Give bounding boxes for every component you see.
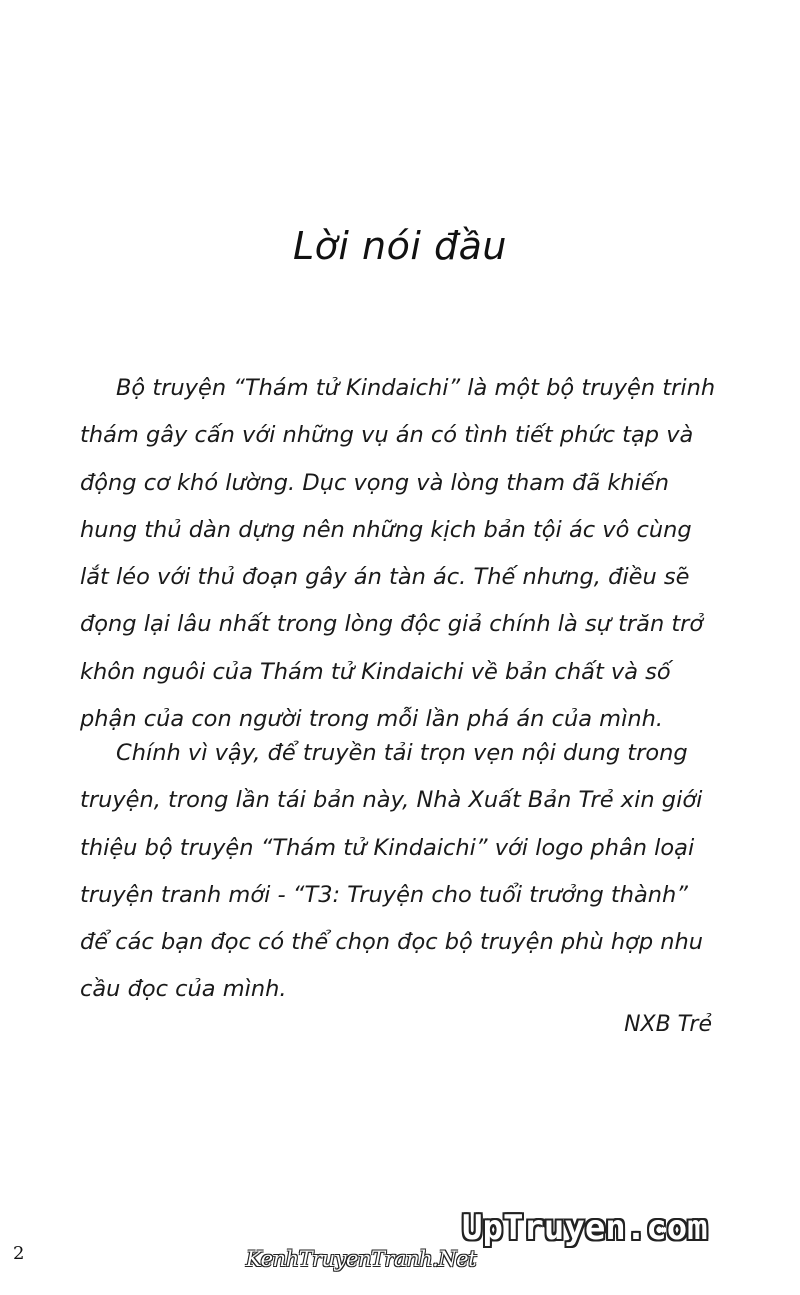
- publisher-signature: NXB Trẻ: [624, 1012, 712, 1037]
- paragraph-line: đọng lại lâu nhất trong lòng độc giả chính là sự trăn trở: [80, 611, 704, 638]
- page-number: 2: [13, 1243, 25, 1264]
- paragraph-line: phận của con người trong mỗi lần phá án của mình.: [80, 706, 664, 733]
- page-title: Lời nói đầu: [292, 224, 508, 268]
- paragraph-line: thám gây cấn với những vụ án có tình tiết phức tạp và: [80, 422, 694, 449]
- paragraph-1: [80, 365, 716, 743]
- paragraph-line: để các bạn đọc có thể chọn đọc bộ truyện phù hợp nhu: [80, 929, 704, 956]
- paragraph-line: khôn nguôi của Thám tử Kindaichi về bản chất và số: [80, 658, 671, 685]
- paragraph-line: thiệu bộ truyện “Thám tử Kindaichi” với logo phân loại: [80, 834, 695, 861]
- paragraph-line: Chính vì vậy, để truyền tải trọn vẹn nội dung trong: [116, 740, 688, 766]
- paragraph-line: cầu đọc của mình.: [80, 976, 287, 1003]
- paragraph-line: động cơ khó lường. Dục vọng và lòng tham đã khiến: [80, 469, 670, 496]
- paragraph-line: Bộ truyện “Thám tử Kindaichi” là một bộ truyện trinh: [116, 375, 716, 401]
- paragraph-line: truyện tranh mới - “T3: Truyện cho tuổi trưởng thành”: [80, 881, 688, 908]
- paragraph-line: truyện, trong lần tái bản này, Nhà Xuất Bản Trẻ xin giới: [80, 787, 703, 814]
- paragraph-line: hung thủ dàn dựng nên những kịch bản tội ác vô cùng: [80, 516, 692, 543]
- watermark-kenhtruyentranh: KenhTruyenTranh.Net: [246, 1247, 477, 1271]
- watermark-uptruyen: UpTruyen.com: [462, 1208, 708, 1248]
- paragraph-2: [80, 730, 704, 1014]
- paragraph-line: lắt léo với thủ đoạn gây án tàn ác. Thế nhưng, điều sẽ: [80, 564, 690, 591]
